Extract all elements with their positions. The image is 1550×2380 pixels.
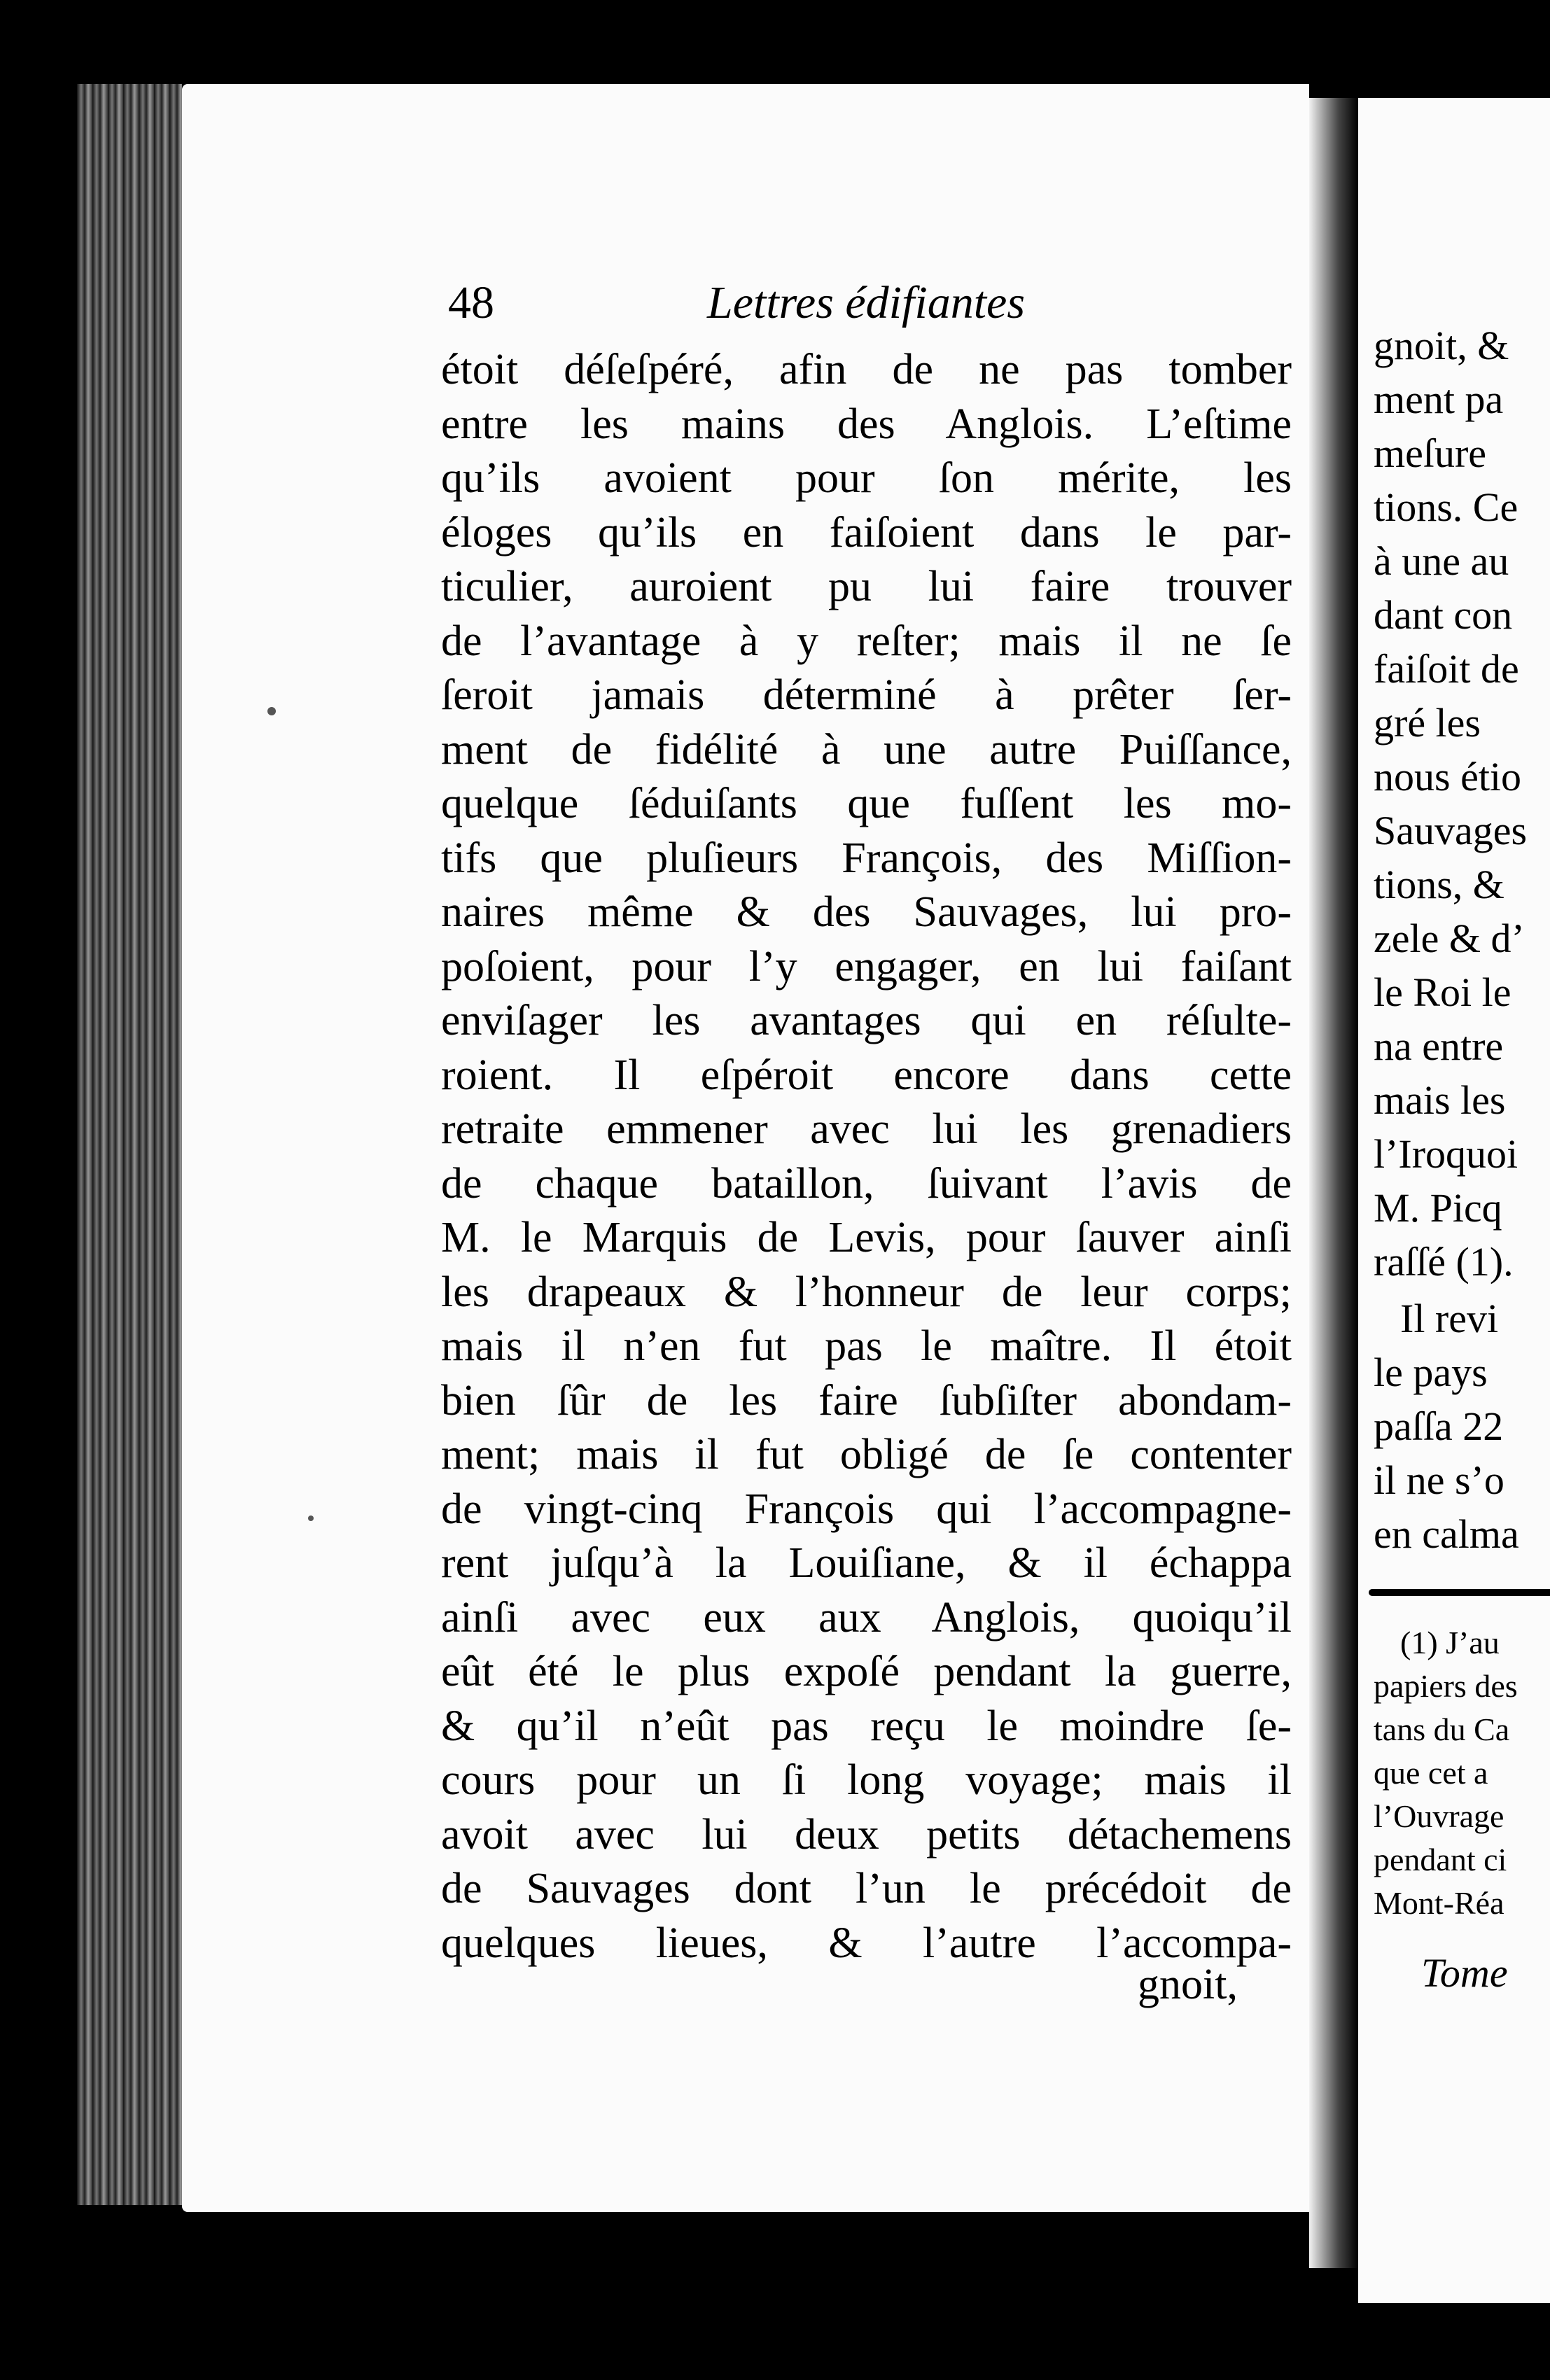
- text-line: eût été le plus expoſé pendant la guerre,: [441, 1648, 1292, 1695]
- fragment-line: Sauvages: [1374, 808, 1528, 853]
- fragment-line: l’Iroquoi: [1374, 1131, 1518, 1177]
- fragment-line: ment pa: [1374, 377, 1504, 422]
- fragment-line: le pays: [1374, 1350, 1488, 1395]
- footnote-line: l’Ouvrage: [1374, 1798, 1504, 1834]
- fragment-line: raſſé (1).: [1374, 1239, 1514, 1284]
- catchword: gnoit,: [1138, 1961, 1238, 2008]
- text-line: retraite emmener avec lui les grenadiers: [441, 1105, 1292, 1153]
- paper-speck: [308, 1516, 314, 1521]
- text-line: ſeroit jamais déterminé à prêter ſer-: [441, 671, 1292, 719]
- text-line: rent juſqu’à la Louiſiane, & il échappa: [441, 1539, 1292, 1587]
- text-line: ainſi avec eux aux Anglois, quoiqu’il: [441, 1593, 1292, 1642]
- page-number: 48: [448, 277, 494, 328]
- fragment-line: na entre: [1374, 1023, 1504, 1069]
- text-line: mais il n’en fut pas le maître. Il étoit: [441, 1322, 1292, 1370]
- fragment-line: gré les: [1374, 700, 1481, 746]
- fragment-line: Il revi: [1400, 1296, 1499, 1341]
- text-line: les drapeaux & l’honneur de leur corps;: [441, 1268, 1292, 1316]
- text-line: ticulier, auroient pu lui faire trouver: [441, 563, 1292, 610]
- footnote-line: que cet a: [1374, 1755, 1488, 1791]
- text-line: de l’avantage à y reſter; mais il ne ſe: [441, 617, 1292, 665]
- text-line: ment; mais il fut obligé de ſe contenter: [441, 1431, 1292, 1478]
- fragment-line: paſſa 22: [1374, 1404, 1504, 1449]
- text-line: enviſager les avantages qui en réſulte-: [441, 997, 1292, 1044]
- text-line: quelques lieues, & l’autre l’accompa-: [441, 1919, 1292, 1967]
- running-title: Lettres édifiantes: [707, 277, 1026, 328]
- text-line: étoit déſeſpéré, afin de ne pas tomber: [441, 346, 1292, 393]
- footnote-line: papiers des: [1374, 1668, 1518, 1704]
- fragment-line: M. Picq: [1374, 1185, 1502, 1231]
- text-line: M. le Marquis de Levis, pour ſauver ainſi: [441, 1214, 1292, 1261]
- fragment-line: il ne s’o: [1374, 1457, 1504, 1503]
- fragment-line: à une au: [1374, 538, 1509, 584]
- text-line: roient. Il eſpéroit encore dans cette: [441, 1051, 1292, 1099]
- text-line: éloges qu’ils en faiſoient dans le par-: [441, 508, 1292, 556]
- signature-mark: Tome: [1421, 1950, 1508, 1996]
- text-line: ment de fidélité à une autre Puiſſance,: [441, 725, 1292, 774]
- footnote-rule: [1369, 1589, 1550, 1596]
- footnote-line: (1) J’au: [1400, 1625, 1500, 1660]
- footnote-line: tans du Ca: [1374, 1712, 1510, 1747]
- fragment-line: tions. Ce: [1374, 484, 1518, 530]
- fragment-line: nous étio: [1374, 754, 1522, 799]
- fragment-line: faiſoit de: [1374, 646, 1519, 692]
- text-line: de vingt-cinq François qui l’accompagne-: [441, 1485, 1292, 1533]
- running-header: [448, 276, 1309, 354]
- footnote-line: Mont-Réa: [1374, 1885, 1504, 1921]
- body-text: [441, 343, 1292, 1970]
- fragment-line: tions, &: [1374, 862, 1504, 907]
- text-line: de Sauvages dont l’un le précédoit de: [441, 1865, 1292, 1912]
- text-line: naires même & des Sauvages, lui pro-: [441, 888, 1292, 936]
- text-line: avoit avec lui deux petits détachemens: [441, 1810, 1292, 1858]
- text-line: entre les mains des Anglois. L’eſtime: [441, 400, 1292, 448]
- page-edges: [77, 84, 182, 2205]
- fragment-line: mais les: [1374, 1077, 1506, 1123]
- text-line: & qu’il n’eût pas reçu le moindre ſe-: [441, 1702, 1292, 1750]
- text-line: tifs que pluſieurs François, des Miſſion-: [441, 834, 1292, 882]
- text-line: qu’ils avoient pour ſon mérite, les: [441, 454, 1292, 502]
- fragment-line: le Roi le: [1374, 969, 1511, 1015]
- footnote-line: pendant ci: [1374, 1842, 1507, 1877]
- fragment-line: zele & d’: [1374, 916, 1525, 961]
- text-line: quelque ſéduiſants que fuſſent les mo-: [441, 780, 1292, 827]
- text-line: de chaque bataillon, ſuivant l’avis de: [441, 1159, 1292, 1208]
- text-line: bien ſûr de les faire ſubſiſter abondam-: [441, 1376, 1292, 1424]
- fragment-line: dant con: [1374, 592, 1513, 638]
- fragment-line: en calma: [1374, 1511, 1519, 1557]
- text-line: poſoient, pour l’y engager, en lui faiſant: [441, 942, 1292, 990]
- fragment-line: meſure: [1374, 430, 1487, 476]
- book-gutter: [1309, 98, 1358, 2268]
- right-page-fragment: [1358, 98, 1550, 2303]
- text-line: cours pour un ſi long voyage; mais il: [441, 1756, 1292, 1804]
- paper-speck: [267, 707, 276, 715]
- fragment-line: gnoit, &: [1374, 323, 1509, 368]
